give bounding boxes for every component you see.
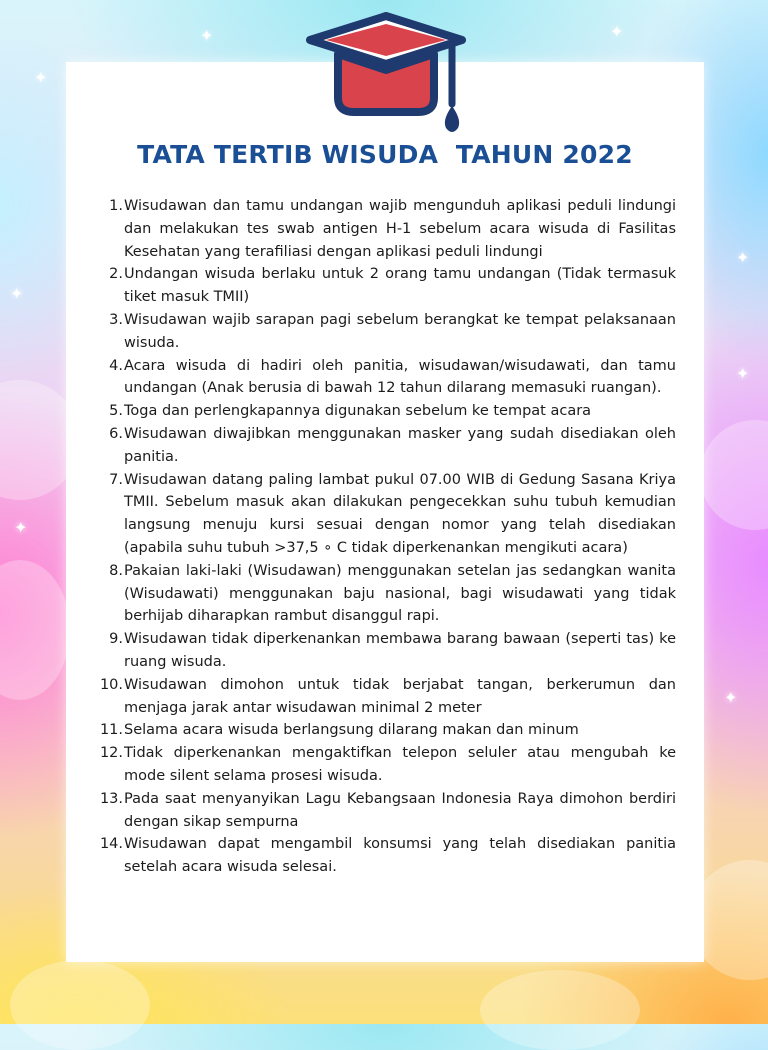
sparkle-icon: ✦ [34,68,48,87]
rule-item [96,400,676,423]
rule-text: Undangan wisuda berlaku untuk 2 orang tamu undangan (Tidak termasuk tiket masuk TMII) [124,266,676,306]
background-flower [480,970,640,1050]
rule-text: Wisudawan dan tamu undangan wajib mengunduh aplikasi peduli lindungi dan melakukan tes swab antigen H-1 sebelum acara wisuda di Fasilitas Kesehatan yang terafiliasi dengan aplikasi peduli lindungi [124,198,676,260]
rule-text: Wisudawan wajib sarapan pagi sebelum berangkat ke tempat pelaksanaan wisuda. [124,311,676,351]
rule-text: Tidak diperkenankan mengaktifkan telepon seluler atau mengubah ke mode silent selama prosesi wisuda. [124,745,676,784]
rule-item [96,719,676,742]
background-flower [700,420,768,530]
rules-list [96,195,676,879]
rule-number: 9. [109,631,123,648]
rule-text: Wisudawan dimohon untuk tidak berjabat tangan, berkerumun dan menjaga jarak antar wisudawan minimal 2 meter [124,676,676,716]
rule-text: Wisudawan diwajibkan menggunakan masker yang sudah disediakan oleh panitia. [124,425,676,465]
background-flower [0,560,70,700]
rule-number: 14. [99,836,123,853]
rule-number: 5. [109,403,123,420]
rule-text: Wisudawan tidak diperkenankan membawa barang bawaan (seperti tas) ke ruang wisuda. [124,631,676,670]
rule-item [96,628,676,674]
sparkle-icon: ✦ [724,688,738,707]
rule-text: Pada saat menyanyikan Lagu Kebangsaan Indonesia Raya dimohon berdiri dengan sikap sempurna [124,790,676,830]
rule-text: Selama acara wisuda berlangsung dilarang makan dan minum [124,722,579,739]
rule-number: 4. [109,357,123,374]
rule-text: Wisudawan dapat mengambil konsumsi yang telah disediakan panitia setelah acara wisuda selesai. [124,836,676,876]
rule-item [96,674,676,720]
rule-number: 3. [109,311,123,328]
rule-item [96,469,676,560]
sparkle-icon: ✦ [736,248,750,267]
rule-number: 12. [99,745,123,762]
rule-item [96,560,676,628]
graduation-cap-icon [306,10,466,138]
rule-text: Pakaian laki-laki (Wisudawan) menggunakan setelan jas sedangkan wanita (Wisudawati) menggunakan baju nasional, bagi wisudawati yang tidak berhijab diharapkan rambut disanggul rapi. [124,562,676,625]
rule-number: 11. [99,722,123,739]
sparkle-icon: ✦ [14,518,28,537]
rule-text: Wisudawan datang paling lambat pukul 07.00 WIB di Gedung Sasana Kriya TMII. Sebelum masuk akan dilakukan pengecekkan suhu tubuh kemudian langsung menuju kursi sesuai dengan nomor yang telah disediakan (apabila suhu tubuh >37,5 ∘ C tidak diperkenankan mengikuti acara) [124,471,676,556]
sparkle-icon: ✦ [610,22,624,41]
rule-number: 6. [109,425,123,442]
rule-item [96,742,676,788]
rule-number: 1. [109,198,123,214]
rule-number: 7. [109,471,123,488]
sparkle-icon: ✦ [200,26,214,45]
rule-item [96,788,676,834]
sparkle-icon: ✦ [736,364,750,383]
background-flower [10,960,150,1050]
rule-number: 13. [99,790,123,807]
rule-number: 10. [99,676,123,693]
rule-text: Toga dan perlengkapannya digunakan sebelum ke tempat acara [124,403,592,420]
sparkle-icon: ✦ [10,284,24,303]
rule-item [96,195,676,263]
rule-number: 2. [109,266,123,283]
rule-item [96,263,676,309]
rule-text: Acara wisuda di hadiri oleh panitia, wisudawan/wisudawati, dan tamu undangan (Anak berusia di bawah 12 tahun dilarang memasuki ruangan). [124,357,676,397]
rule-item [96,423,676,469]
rule-item [96,309,676,355]
rule-item [96,355,676,401]
rule-item [96,833,676,879]
rule-number: 8. [109,562,123,579]
page-title: TATA TERTIB WISUDA TAHUN 2022 [137,140,633,169]
